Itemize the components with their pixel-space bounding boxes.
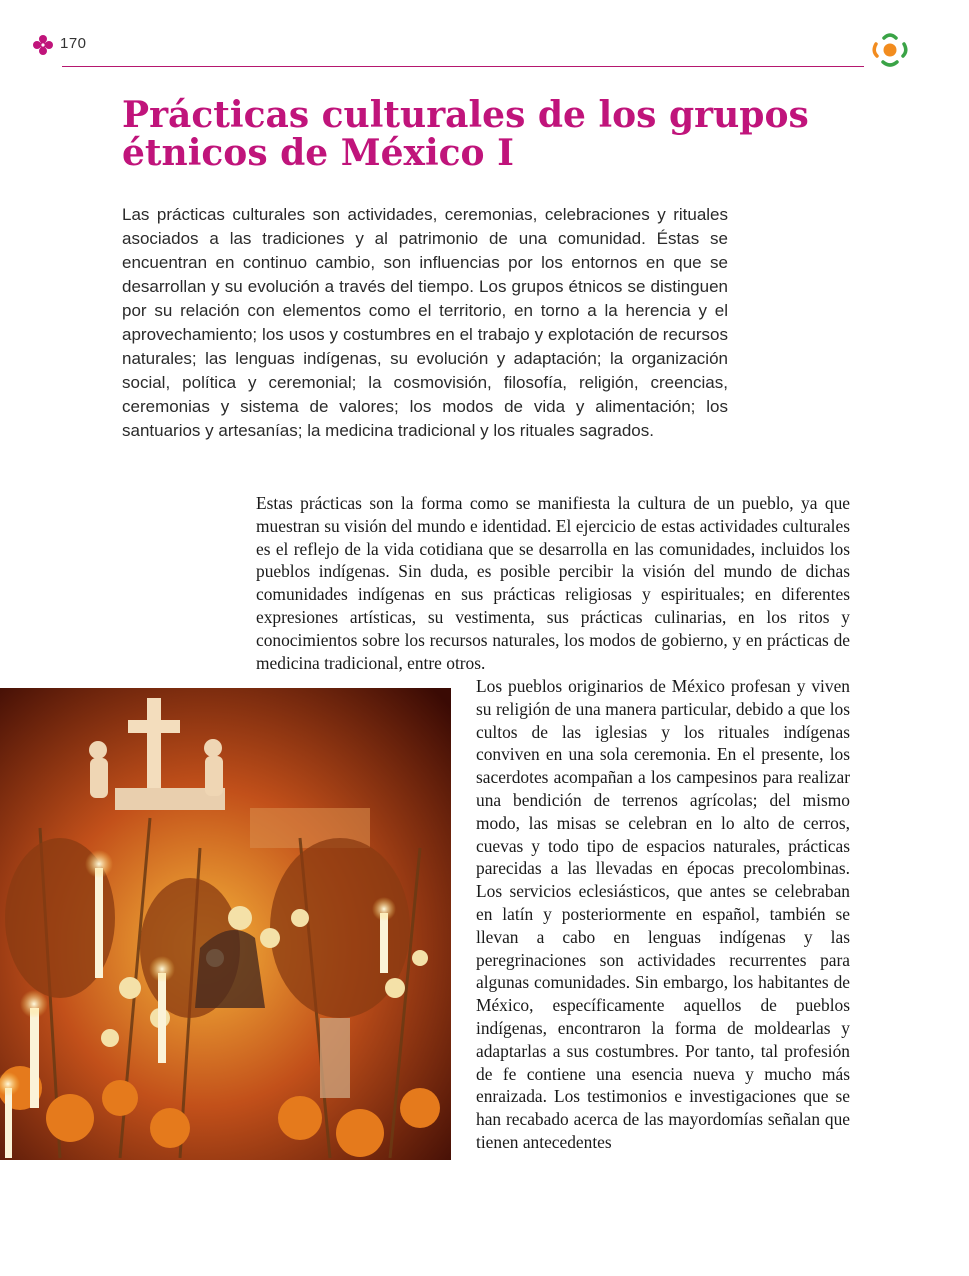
circle-swirl-logo-icon: [868, 30, 912, 70]
page-title: Prácticas culturales de los grupos étnicos de México I: [122, 94, 809, 174]
body-paragraph-1: Estas prácticas son la forma como se manifiesta la cultura de un pueblo, ya que muestran su visión del mundo e identidad. El ejercicio de estas actividades culturales es el reflejo de la vida cotidiana que se desarrolla en las comunidades, incluidos los pueblos indígenas. Sin duda, es posible percibir la visión del mundo de dichas comunidades indígenas en sus prácticas religiosas y espirituales; en diferentes expresiones artísticas, su vestimenta, sus prácticas culinarias, en los ritos y conocimientos sobre los recursos naturales, los modos de gobierno, y en prácticas de medicina tradicional, entre otros.: [256, 493, 850, 673]
flower-ornament-icon: [32, 34, 54, 56]
body-paragraph-2: Los pueblos originarios de México profesan y viven su religión de una manera particular, debido a que los cultos de las iglesias y los rituales indígenas conviven en una sola ceremonia. En el presente, los sacerdotes acompañan a los campesinos para realizar una bendición de terrenos agrícolas; del mismo modo, las misas se celebran en lo alto de cerros, cuevas y todo tipo de espacios naturales, prácticas parecidas a las llevadas en épocas precolombinas. Los servicios eclesiásticos, que antes se celebraban en latín y posteriormente en español, también se llevan a cabo en lenguas indígenas y las peregrinaciones son actividades recurrentes para algunas comunidades. Sin embargo, los habitantes de México, específicamente aquellos de pueblos indígenas, encontraron la forma de moldearlas y adaptarlas a sus costumbres. Por tanto, tal profesión de fe contiene una esencia nueva y mucho más enraizada. Los testimonios e investigaciones que se han recabado acerca de las mayordomías señalan que tienen antecedentes: [476, 676, 850, 1152]
page-number: 170: [60, 35, 87, 52]
header-rule: [62, 66, 864, 67]
intro-paragraph: Las prácticas culturales son actividades, ceremonias, celebraciones y rituales asociados a las tradiciones y al patrimonio de una comunidad. Éstas se encuentran en continuo cambio, son influencias por los entornos en que se desarrollan y su evolución a través del tiempo. Los grupos étnicos se distinguen por su relación con elementos como el territorio, en torno a la herencia y el aprovechamiento; los usos y costumbres en el trabajo y explotación de recursos naturales; las lenguas indígenas, su evolución y adaptación; la organización social, política y ceremonial; la cosmovisión, filosofía, religión, creencias, ceremonias y sistema de valores; los modos de vida y alimentación; los santuarios y artesanías; la medicina tradicional y los rituales sagrados.: [122, 205, 728, 440]
day-of-the-dead-altar-photo: [0, 688, 451, 1160]
